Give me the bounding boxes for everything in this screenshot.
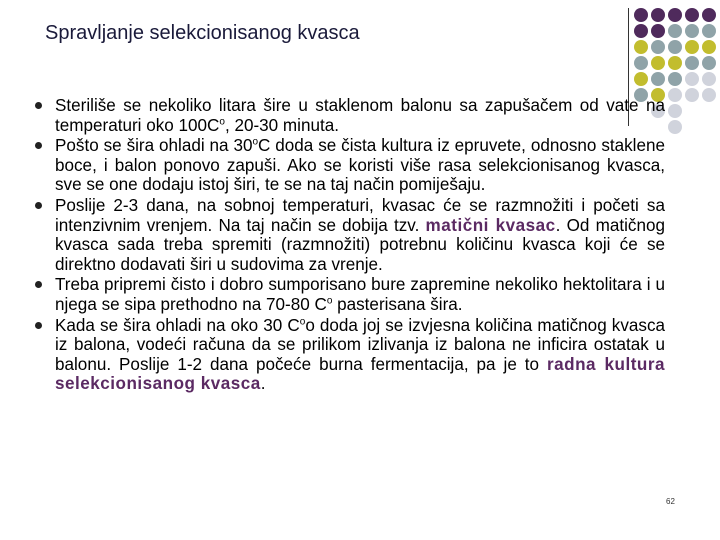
decor-dot: [685, 40, 699, 54]
decor-dot: [702, 40, 716, 54]
decor-dot: [668, 8, 682, 22]
decor-dot: [634, 8, 648, 22]
decor-dot: [685, 56, 699, 70]
decor-dot: [668, 72, 682, 86]
item-text: Treba pripremi čisto i dobro sumporisano bure zapremine nekoliko hektolitara i u njega se sipa prethodno na 70-80 C: [55, 275, 665, 314]
decor-dot: [634, 56, 648, 70]
decor-dot: [702, 24, 716, 38]
bullet-list: [35, 96, 665, 395]
page-number: 62: [666, 497, 675, 506]
decor-dot: [685, 88, 699, 102]
degree-mark: o: [252, 136, 259, 148]
item-text: Kada se šira ohladi na oko 30 C: [55, 315, 300, 335]
decor-dot: [685, 8, 699, 22]
decor-dot: [668, 24, 682, 38]
decor-dot: [702, 56, 716, 70]
item-text: Steriliše se nekoliko litara šire u staklenom balonu sa zapušačem od vate na temperaturi oko 100C: [55, 96, 665, 135]
decor-dot: [702, 88, 716, 102]
item-text: Poslije 2-3 dana, na sobnoj temperaturi, kvasac će se razmnožiti i početi sa intenzivnim vrenjem. Na taj način se dobija tzv.: [55, 195, 665, 235]
decor-dot: [685, 72, 699, 86]
decor-dot: [702, 8, 716, 22]
decor-dot: [651, 72, 665, 86]
bullet-item-1: [35, 96, 665, 135]
highlight-term: radna kultura selekcionisanog kvasca: [55, 354, 665, 394]
item-text: , 20-30 minuta.: [224, 115, 339, 135]
decor-dot: [651, 40, 665, 54]
slide-title: Spravljanje selekcionisanog kvasca: [45, 22, 360, 44]
degree-mark: o: [219, 115, 225, 127]
decor-dot: [668, 56, 682, 70]
decor-dot: [651, 56, 665, 70]
degree-mark: o: [326, 295, 333, 307]
bullet-icon: [35, 102, 42, 109]
decor-dot: [668, 104, 682, 118]
decor-dot: [651, 24, 665, 38]
decor-dot: [685, 24, 699, 38]
decor-dot: [668, 88, 682, 102]
decor-dot: [634, 40, 648, 54]
highlight-term: matični kvasac: [425, 215, 556, 235]
item-text: C doda se čista kultura iz epruvete, odnosno staklene boce, i balon ponovo zapuši. Ako se koristi više rasa selekcionisanog kvasca, sve se one dodaju istoj širi, te se na taj način pomiješaju.: [55, 136, 665, 195]
bullet-item-4: [35, 275, 665, 314]
bullet-icon: [35, 142, 42, 149]
decor-dot: [634, 24, 648, 38]
item-text: .: [260, 374, 266, 394]
decor-dot: [651, 8, 665, 22]
bullet-icon: [35, 322, 42, 329]
decor-dot: [668, 120, 682, 134]
decor-dot: [702, 72, 716, 86]
item-text: Pošto se šira ohladi na 30: [55, 136, 253, 156]
item-text: pasterisana šira.: [332, 294, 463, 314]
bullet-icon: [35, 281, 42, 288]
decor-dot: [634, 72, 648, 86]
item-text: o doda joj se izvjesna količina matičnog kvasca iz balona, vodeći računa da se prilikom izlivanja iz balona ne inficira ostatak u balonu. Poslije 1-2 dana počeće burna fermentacija, pa je to: [55, 315, 665, 374]
degree-mark: o: [299, 315, 306, 327]
bullet-item-2: [35, 136, 665, 195]
item-text: . Od matičnog kvasca sada treba spremiti (razmnožiti) potrebnu količinu kvasca koji će se direktno dodavati širi u sudovima za vrenje.: [55, 215, 665, 274]
bullet-item-5: [35, 316, 665, 394]
decor-dot: [668, 40, 682, 54]
bullet-item-3: [35, 196, 665, 274]
bullet-icon: [35, 202, 42, 209]
